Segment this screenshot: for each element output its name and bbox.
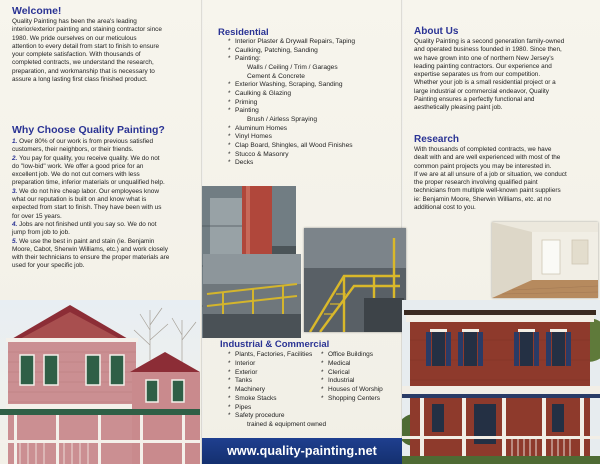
list-item-text: Painting <box>235 107 259 115</box>
list-item-text: Exterior Washing, Scraping, Sanding <box>235 81 343 89</box>
list-item-text: Medical <box>328 359 351 367</box>
welcome-body <box>12 18 198 84</box>
commercial-item <box>321 360 383 369</box>
bullet-mark: * <box>228 141 231 149</box>
catwalk-stairs-photo <box>304 228 406 332</box>
about-text-line: large industrial or commercial endeavor, Quality <box>414 87 549 95</box>
welcome-text-line: 1980. We pride ourselves on our meticulous <box>12 34 137 42</box>
list-item-text: Decks <box>235 159 254 167</box>
industrial-services-list-2 <box>321 351 383 404</box>
about-text-line: leading painting contractors. Our experience and <box>414 62 552 70</box>
bullet-mark: * <box>321 359 324 367</box>
bullet-mark: * <box>228 124 231 132</box>
commercial-item <box>321 351 383 360</box>
research-text-line: common paint projects you may be interested in. <box>414 162 552 170</box>
reason-number: 2. <box>12 154 20 162</box>
reason-line: preparation time, inferior materials or unqualified help. <box>12 179 165 187</box>
list-item-text: trained & equipment owned <box>247 421 327 428</box>
research-text-line: If we are at all unsure of a job or situation, we conduct <box>414 170 567 178</box>
list-item-text: Aluminum Homes <box>235 124 288 132</box>
list-item-text: Stucco & Masonry <box>235 150 289 158</box>
bullet-mark: * <box>228 359 231 367</box>
about-heading: About Us <box>414 26 459 37</box>
residential-item <box>228 151 355 160</box>
industrial-item <box>228 395 326 404</box>
reason-text: Jobs are not finished until you say so. We do not <box>19 220 157 228</box>
reason-line <box>12 221 200 229</box>
residential-item <box>228 47 355 56</box>
residential-item <box>228 125 355 134</box>
residential-item <box>228 159 355 168</box>
residential-item <box>228 38 355 47</box>
residential-services-list <box>228 38 355 168</box>
residential-item <box>228 90 355 99</box>
research-text-line: technicians from multiple well-known paint suppliers <box>414 187 561 195</box>
list-item-text: Vinyl Homes <box>235 133 272 141</box>
reason-line: jump from job to job. <box>12 229 70 237</box>
bullet-mark: * <box>228 81 231 89</box>
list-item-text: Interior <box>235 359 256 367</box>
bullet-mark: * <box>228 394 231 402</box>
reason-line: Moore, Cabot, Sherwin Williams, etc.) and work closely <box>12 245 168 253</box>
bullet-mark: * <box>228 368 231 376</box>
reason-line <box>12 238 200 246</box>
list-item-text: Smoke Stacks <box>235 394 277 402</box>
reason-line <box>12 188 200 196</box>
research-text-line: additional cost to you. <box>414 204 476 212</box>
welcome-text-line: preparation, and workmanship that is necessary to <box>12 67 155 75</box>
list-item-text: Priming <box>235 98 258 106</box>
bullet-mark: * <box>228 351 231 358</box>
reason-number: 4. <box>12 220 20 228</box>
about-text-line: expertise separates us from our competition. <box>414 71 541 79</box>
research-text-line: With thousands of completed contracts, we have <box>414 146 552 153</box>
list-item-text: Office Buildings <box>328 351 374 358</box>
commercial-item <box>321 386 383 395</box>
commercial-item <box>321 395 383 404</box>
research-text-line: the proper research involving qualified paint <box>414 179 538 187</box>
list-item-text: Shopping Centers <box>328 394 381 402</box>
bullet-mark: * <box>321 386 324 393</box>
reason-text: Over 80% of our work is from previous satisfied <box>19 138 154 145</box>
interior-room-photo <box>492 222 598 298</box>
reason-number: 3. <box>12 187 20 195</box>
residential-item <box>228 99 355 108</box>
reason-line: for over 15 years. <box>12 212 62 220</box>
about-text-line: Painting ensures a perfectly functional and <box>414 96 535 104</box>
bullet-mark: * <box>228 107 231 115</box>
list-item-text: Safety procedure <box>235 412 285 420</box>
residential-item <box>228 107 355 116</box>
list-item-text: Caulking, Patching, Sanding <box>235 46 318 54</box>
why-choose-heading: Why Choose Quality Painting? <box>12 124 165 136</box>
research-text-line: dealt with and are well experienced with most of the <box>414 154 561 162</box>
residential-item <box>228 116 355 125</box>
bullet-mark: * <box>321 377 324 385</box>
commercial-item <box>321 377 383 386</box>
reason-line: customers, their neighbors, or their friends. <box>12 146 134 154</box>
reason-line: used for your specific job. <box>12 262 85 270</box>
reason-number: 1. <box>12 138 20 145</box>
list-item-text: Exterior <box>235 368 258 376</box>
industrial-item <box>228 369 326 378</box>
website-url[interactable]: www.quality-painting.net <box>227 444 377 458</box>
residential-item <box>228 55 355 64</box>
reason-text: You pay for quality, you receive quality. We do not <box>19 154 160 162</box>
list-item-text: Tanks <box>235 377 252 385</box>
reason-line: expected from start to finish. They have been with us <box>12 204 162 212</box>
reason-line: excellent job. We do not cut corners with less <box>12 171 140 179</box>
bullet-mark: * <box>228 46 231 54</box>
industrial-item <box>228 351 326 360</box>
reason-line: with their technicians to ensure the proper materials are <box>12 254 170 262</box>
catwalk-platform-photo <box>203 254 301 338</box>
residential-item <box>228 73 355 82</box>
website-banner <box>202 438 402 464</box>
industrial-item <box>228 421 326 430</box>
research-text-line: ie: Benjamin Moore, Sherwin Williams, etc. at no <box>414 195 552 203</box>
list-item-text: Machinery <box>235 386 265 393</box>
reasons-list <box>12 138 200 271</box>
reason-line: do "low-bid" work. We offer a good price for an <box>12 162 144 170</box>
about-body <box>414 38 598 113</box>
bullet-mark: * <box>228 403 231 411</box>
industrial-item <box>228 386 326 395</box>
bullet-mark: * <box>228 386 231 393</box>
bullet-mark: * <box>228 159 231 167</box>
industrial-item <box>228 377 326 386</box>
welcome-text-line: interior/exterior painting and staining contractor since <box>12 26 162 34</box>
bullet-mark: * <box>228 133 231 141</box>
bullet-mark: * <box>321 394 324 402</box>
bullet-mark: * <box>321 351 324 358</box>
reason-line <box>12 138 200 146</box>
industrial-item <box>228 412 326 421</box>
industrial-services-list-1 <box>228 351 326 430</box>
industrial-heading: Industrial & Commercial <box>220 339 330 350</box>
about-text-line: Whether your job is a small residential project or a <box>414 79 556 87</box>
residential-item <box>228 64 355 73</box>
bullet-mark: * <box>228 150 231 158</box>
list-item-text: Houses of Worship <box>328 386 383 393</box>
industrial-item <box>228 360 326 369</box>
about-text-line: and operated business founded in 1980. Since then, <box>414 46 562 54</box>
list-item-text: Brush / Airless Spraying <box>247 115 317 123</box>
welcome-text-line: completed contracts, we understand the research, <box>12 59 154 67</box>
research-heading: Research <box>414 134 460 145</box>
victorian-house-photo <box>0 300 200 464</box>
industrial-item <box>228 404 326 413</box>
list-item-text: Pipes <box>235 403 252 411</box>
list-item-text: Caulking & Glazing <box>235 89 292 97</box>
bullet-mark: * <box>228 55 231 63</box>
list-item-text: Walls / Ceiling / Trim / Garages <box>247 63 338 71</box>
welcome-heading: Welcome! <box>12 5 62 17</box>
welcome-text-line: Quality Painting has been the area's leading <box>12 18 137 25</box>
list-item-text: Interior Plaster & Drywall Repairs, Taping <box>235 38 356 45</box>
about-text-line: aesthetically pleasing paint job. <box>414 104 503 112</box>
about-text-line: Quality Painting is a second generation family-owned <box>414 38 565 45</box>
bullet-mark: * <box>228 412 231 420</box>
bullet-mark: * <box>228 98 231 106</box>
bullet-mark: * <box>228 38 231 45</box>
reason-text: We do not hire cheap labor. Our employees know <box>19 187 159 195</box>
bullet-mark: * <box>228 377 231 385</box>
residential-item <box>228 81 355 90</box>
bullet-mark: * <box>321 368 324 376</box>
residential-item <box>228 142 355 151</box>
list-item-text: Plants, Factories, Facilities <box>235 351 313 358</box>
reason-number: 5. <box>12 237 20 245</box>
welcome-text-line: attention to every detail from start to finish to ensure <box>12 42 160 50</box>
list-item-text: Clap Board, Shingles, all Wood Finishes <box>235 141 353 149</box>
residential-item <box>228 133 355 142</box>
list-item-text: Cement & Concrete <box>247 72 305 80</box>
brick-house-photo <box>402 300 600 464</box>
commercial-item <box>321 369 383 378</box>
about-text-line: we have grown into one of northern New Jersey's <box>414 54 554 62</box>
residential-heading: Residential <box>218 27 269 38</box>
reason-line: what our reputation is built on and know what is <box>12 196 147 204</box>
welcome-text-line: your complete satisfaction. With thousands of <box>12 51 141 59</box>
research-body <box>414 146 598 212</box>
reason-text: We use the best in paint and stain (ie. Benjamin <box>19 237 155 245</box>
bullet-mark: * <box>228 89 231 97</box>
list-item-text: Painting: <box>235 55 261 63</box>
welcome-text-line: assure a long lasting first class finished product. <box>12 76 148 84</box>
list-item-text: Clerical <box>328 368 350 376</box>
reason-line <box>12 155 200 163</box>
list-item-text: Industrial <box>328 377 355 385</box>
